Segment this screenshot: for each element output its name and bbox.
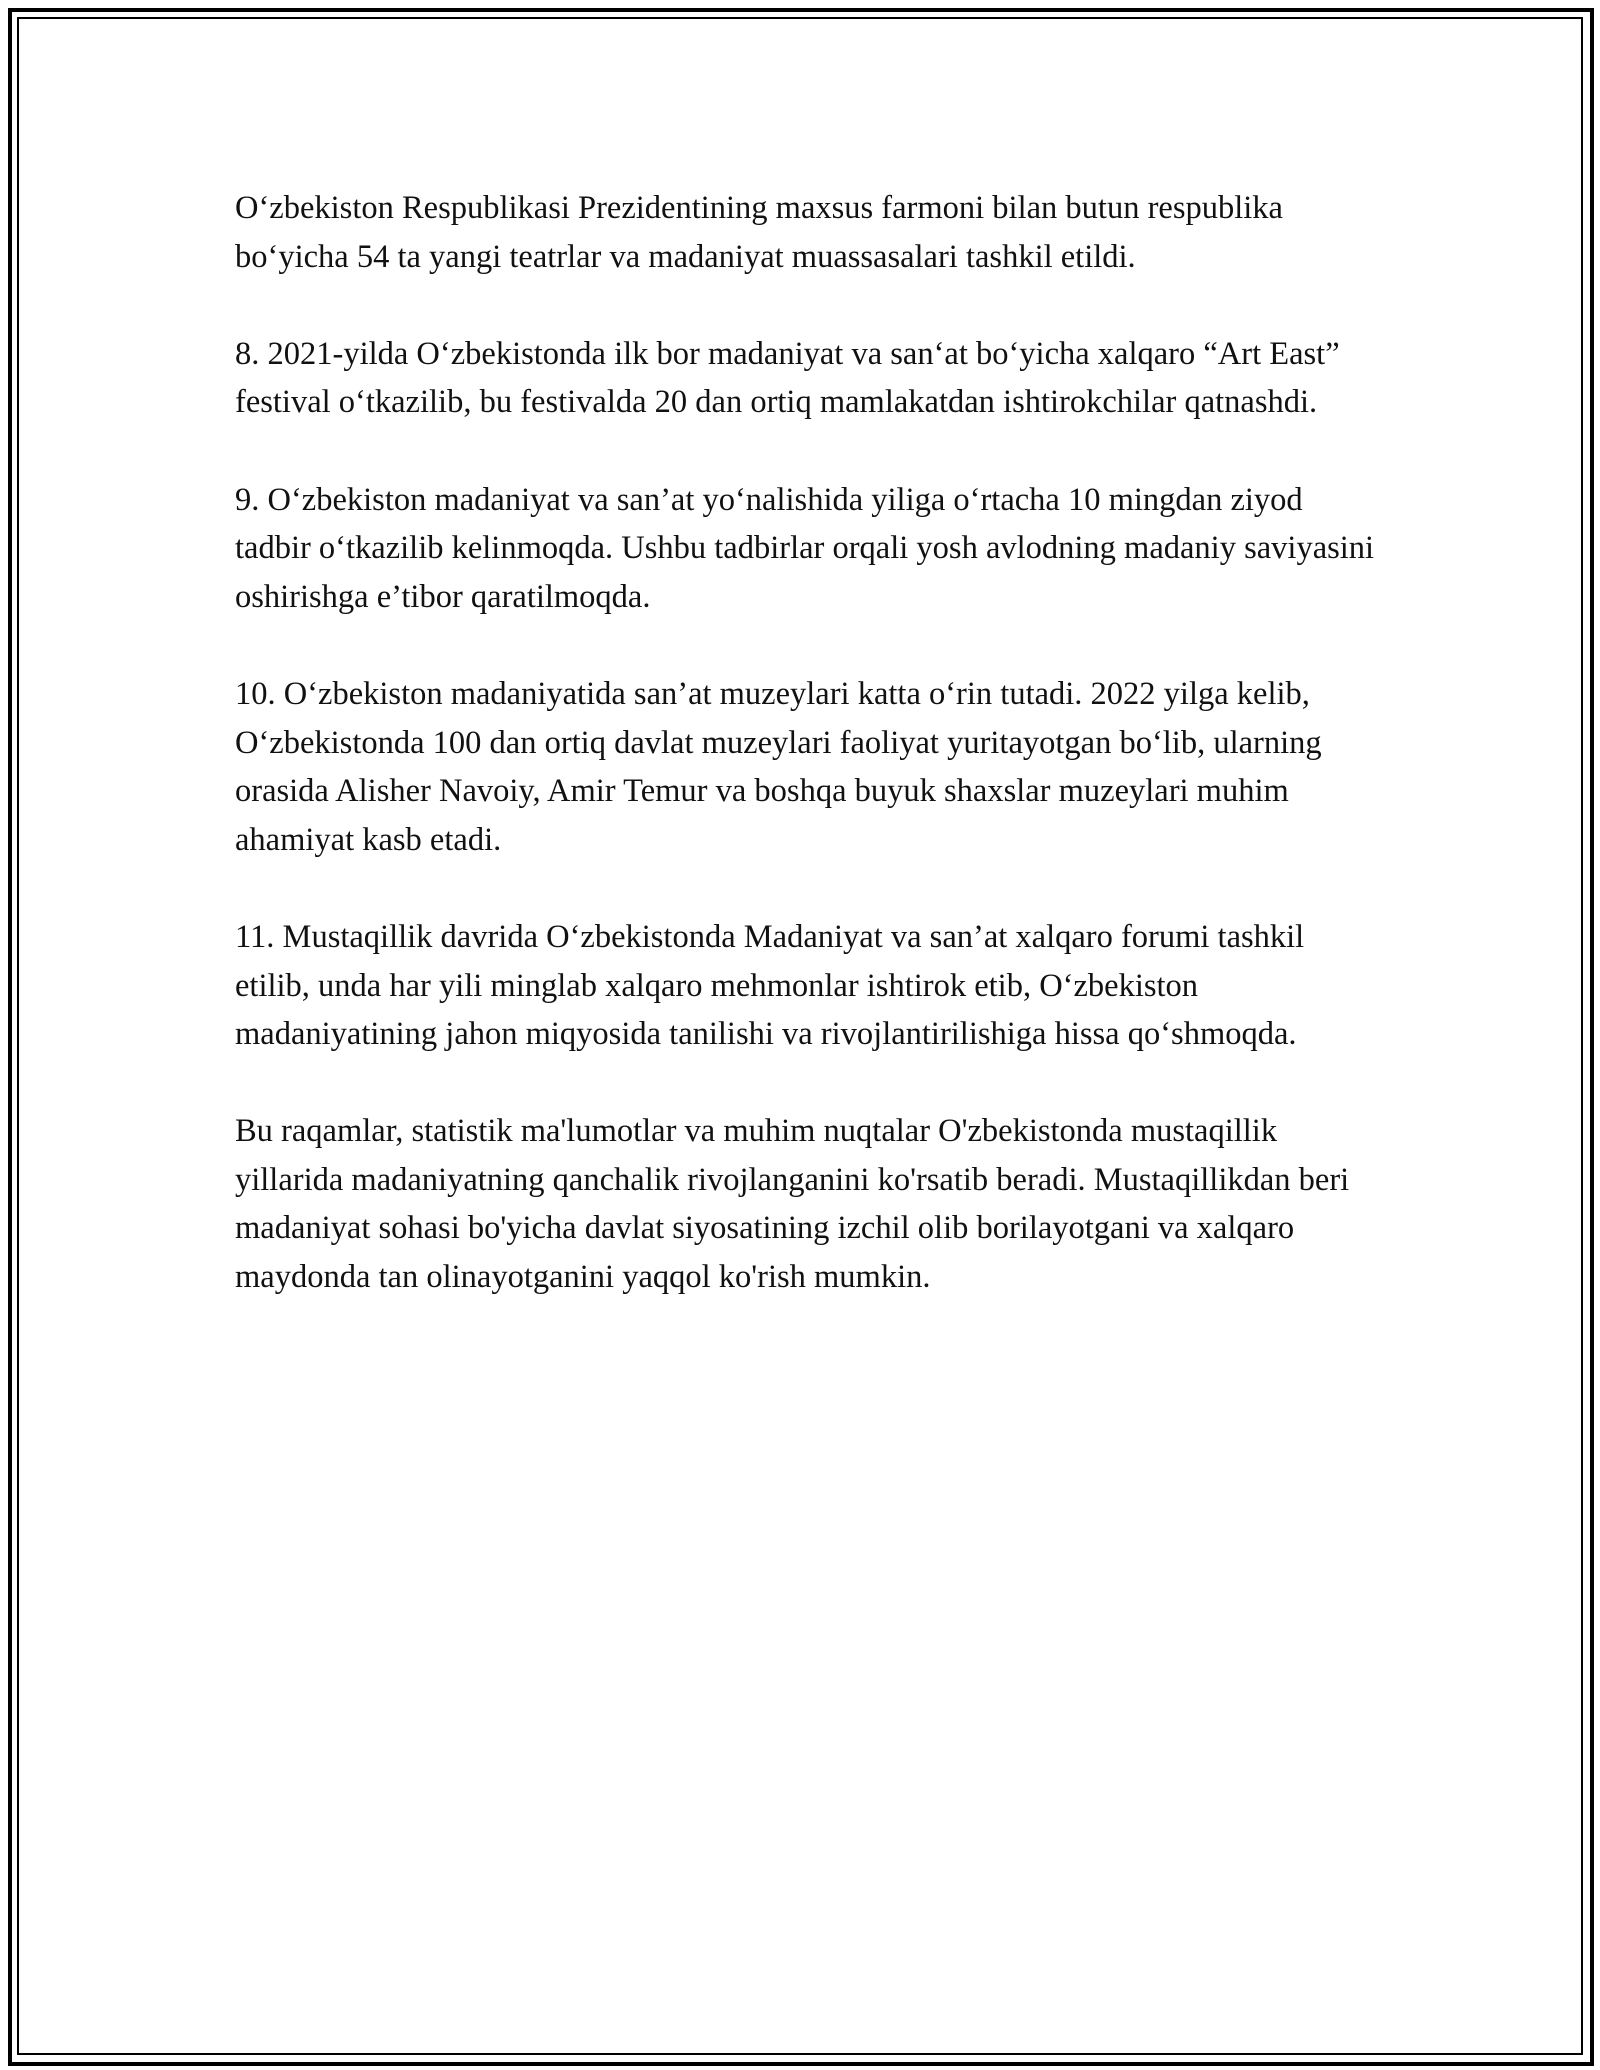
- paragraph-international-forum: 11. Mustaqillik davrida O‘zbekistonda Madaniyat va san’at xalqaro forumi tashkil etilib, unda har yili minglab xalqaro mehmonlar ishtirok etib, O‘zbekiston madaniyatining jahon miqyosida tanilishi va rivojlantirilishiga hissa qo‘shmoqda.: [235, 918, 1305, 1053]
- document-body: [235, 184, 1385, 1350]
- paragraph-conclusion: Bu raqamlar, statistik ma'lumotlar va muhim nuqtalar O'zbekistonda mustaqillik yillarida madaniyatning qanchalik rivojlanganini ko'rsatib beradi. Mustaqillikdan beri madaniyat sohasi bo'yicha davlat siyosatining izchil olib borilayotgani va xalqaro maydonda tan olinayotganini yaqqol ko'rish mumkin.: [235, 1113, 1350, 1296]
- paragraph-cultural-events: 9. O‘zbekiston madaniyat va san’at yo‘nalishida yiliga o‘rtacha 10 mingdan ziyod tadbir o‘tkazilib kelinmoqda. Ushbu tadbirlar orqali yosh avlodning madaniy saviyasini oshirishga e’tibor qaratilmoqda.: [235, 481, 1375, 615]
- paragraph-theatres: O‘zbekiston Respublikasi Prezidentining maxsus farmoni bilan butun respublika bo‘yicha 54 ta yangi teatrlar va madaniyat muassasalari tashkil etildi.: [235, 190, 1283, 275]
- paragraph-art-east-festival: 8. 2021-yilda O‘zbekistonda ilk bor madaniyat va san‘at bo‘yicha xalqaro “Art East” festival o‘tkazilib, bu festivalda 20 dan ortiq mamlakatdan ishtirokchilar qatnashdi.: [235, 335, 1340, 421]
- paragraph-art-museums: 10. O‘zbekiston madaniyatida san’at muzeylari katta o‘rin tutadi. 2022 yilga kelib, O‘zbekistonda 100 dan ortiq davlat muzeylari faoliyat yuritayotgan bo‘lib, ularning orasida Alisher Navoiy, Amir Temur va boshqa buyuk shaxslar muzeylari muhim ahamiyat kasb etadi.: [235, 675, 1322, 858]
